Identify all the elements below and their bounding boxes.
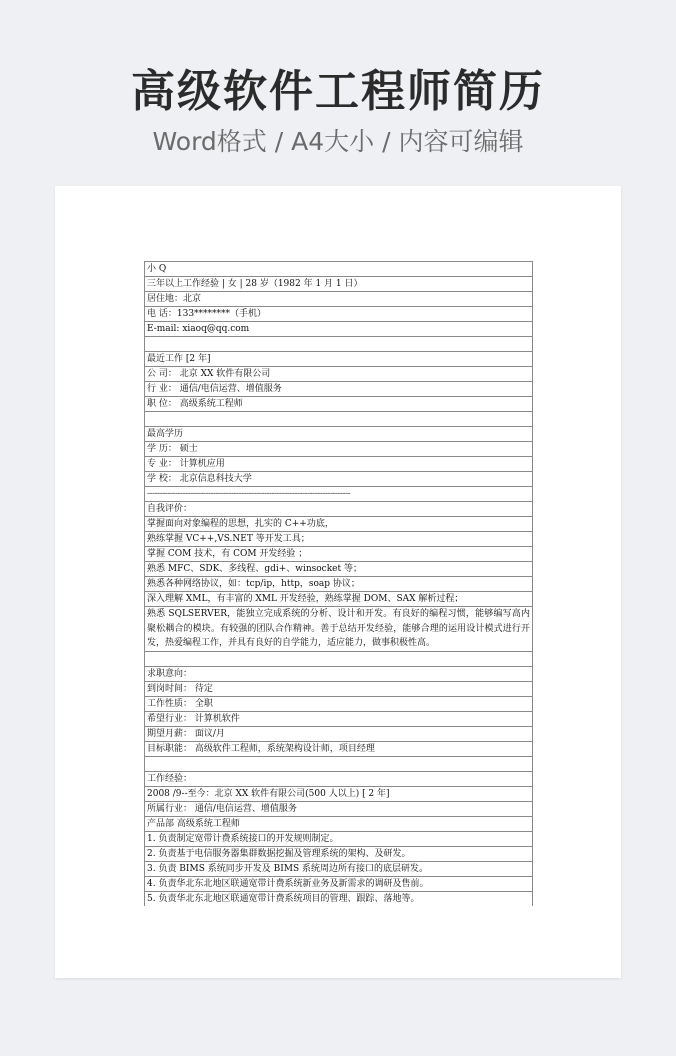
resume-row: 居住地：北京 bbox=[145, 292, 532, 307]
resume-row: 1. 负责制定宽带计费系统接口的开发规则制定。 bbox=[145, 832, 532, 847]
resume-blank-row bbox=[145, 757, 532, 772]
resume-blank-row bbox=[145, 337, 532, 352]
resume-row: 求职意向： bbox=[145, 667, 532, 682]
resume-row: 深入理解 XML，有丰富的 XML 开发经验，熟练掌握 DOM、SAX 解析过程； bbox=[145, 592, 532, 607]
resume-row: 2008 /9--至今：北京 XX 软件有限公司(500 人以上) [ 2 年] bbox=[145, 787, 532, 802]
resume-row: 三年以上工作经验 | 女 | 28 岁（1982 年 1 月 1 日） bbox=[145, 277, 532, 292]
resume-row: 公 司： 北京 XX 软件有限公司 bbox=[145, 367, 532, 382]
resume-row: 所属行业： 通信/电信运营、增值服务 bbox=[145, 802, 532, 817]
page-title: 高级软件工程师简历 bbox=[131, 66, 545, 117]
resume-row: 工作性质： 全职 bbox=[145, 697, 532, 712]
resume-row: 熟练掌握 VC++,VS.NET 等开发工具； bbox=[145, 532, 532, 547]
resume-row: 期望月薪： 面议/月 bbox=[145, 727, 532, 742]
resume-row: 最高学历 bbox=[145, 427, 532, 442]
resume-row: -------------------------------------------------------------------------------- bbox=[145, 487, 532, 502]
resume-row: 电 话：133********（手机） bbox=[145, 307, 532, 322]
resume-row: 掌握 COM 技术，有 COM 开发经验 ； bbox=[145, 547, 532, 562]
resume-row: 工作经验： bbox=[145, 772, 532, 787]
page-subtitle: Word格式 / A4大小 / 内容可编辑 bbox=[152, 127, 524, 156]
resume-row: 最近工作 [2 年] bbox=[145, 352, 532, 367]
resume-row: 专 业： 计算机应用 bbox=[145, 457, 532, 472]
resume-row: 2. 负责基于电信服务器集群数据挖掘及管理系统的架构、及研发。 bbox=[145, 847, 532, 862]
resume-row: 自我评价： bbox=[145, 502, 532, 517]
document-page bbox=[55, 186, 621, 978]
resume-row: 行 业： 通信/电信运营、增值服务 bbox=[145, 382, 532, 397]
resume-row: 学 历： 硕士 bbox=[145, 442, 532, 457]
resume-row: 目标职能： 高级软件工程师，系统架构设计师，项目经理 bbox=[145, 742, 532, 757]
resume-row: E-mail: xiaoq@qq.com bbox=[145, 322, 532, 337]
resume-row: 熟悉 MFC、SDK、多线程、gdi+、winsocket 等； bbox=[145, 562, 532, 577]
resume-row: 产品部 高级系统工程师 bbox=[145, 817, 532, 832]
resume-row: 到岗时间： 待定 bbox=[145, 682, 532, 697]
resume-row: 掌握面向对象编程的思想，扎实的 C++功底， bbox=[145, 517, 532, 532]
resume-table bbox=[144, 261, 533, 906]
page-header bbox=[0, 64, 676, 158]
resume-row: 职 位： 高级系统工程师 bbox=[145, 397, 532, 412]
resume-blank-row bbox=[145, 652, 532, 667]
resume-row: 4. 负责华北东北地区联通宽带计费系统新业务及新需求的调研及售前。 bbox=[145, 877, 532, 892]
resume-row: 熟悉各种网络协议，如：tcp/ip，http，soap 协议； bbox=[145, 577, 532, 592]
resume-row: 3. 负责 BIMS 系统同步开发及 BIMS 系统周边所有接口的底层研发。 bbox=[145, 862, 532, 877]
resume-row: 5. 负责华北东北地区联通宽带计费系统项目的管理、跟踪、落地等。 bbox=[147, 893, 420, 904]
resume-row: 希望行业： 计算机软件 bbox=[145, 712, 532, 727]
resume-row: 学 校： 北京信息科技大学 bbox=[145, 472, 532, 487]
resume-row: 熟悉 SQLSERVER，能独立完成系统的分析、设计和开发。有良好的编程习惯，能够编写高内聚松耦合的模块。有较强的团队合作精神。善于总结开发经验，能够合理的运用设计模式进行开发，热爱编程工作，并具有良好的自学能力，适应能力，做事积极性高。 bbox=[145, 607, 532, 652]
resume-row: 小 Q bbox=[145, 262, 532, 277]
resume-blank-row bbox=[145, 412, 532, 427]
